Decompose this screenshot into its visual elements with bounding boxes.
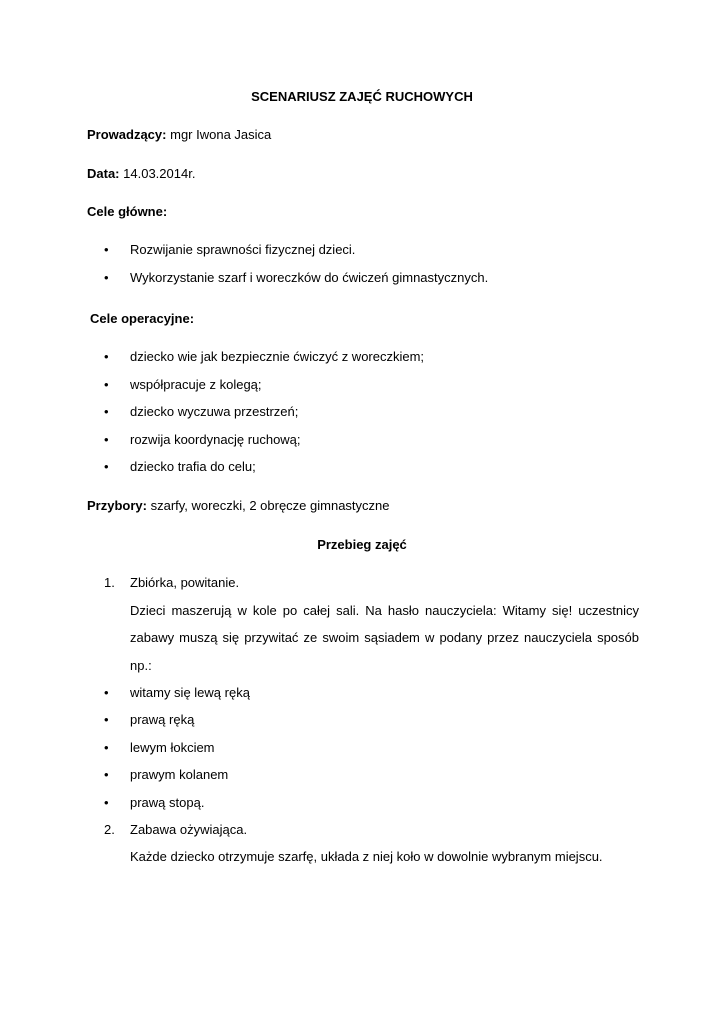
greeting-item: prawym kolanem	[130, 767, 229, 782]
date-label: Data:	[87, 166, 120, 181]
bullet-icon: •	[104, 459, 109, 474]
main-goal-item: Rozwijanie sprawności fizycznej dzieci.	[130, 242, 356, 257]
bullet-icon: •	[104, 242, 109, 257]
equipment-value: szarfy, woreczki, 2 obręcze gimnastyczne	[150, 498, 390, 513]
step-2-number: 2.	[104, 822, 115, 837]
greeting-item: witamy się lewą ręką	[130, 685, 250, 700]
operational-goals-heading: Cele operacyjne:	[90, 311, 195, 326]
equipment-label: Przybory:	[87, 498, 147, 513]
leader-label: Prowadzący:	[87, 127, 167, 142]
document-title: SCENARIUSZ ZAJĘĆ RUCHOWYCH	[251, 89, 473, 104]
leader-value: mgr Iwona Jasica	[170, 127, 272, 142]
operational-goal-item: dziecko wyczuwa przestrzeń;	[130, 404, 299, 419]
bullet-icon: •	[104, 767, 109, 782]
operational-goal-item: rozwija koordynację ruchową;	[130, 432, 301, 447]
main-goal-item: Wykorzystanie szarf i woreczków do ćwiczeń gimnastycznych.	[130, 270, 489, 285]
equipment-line	[87, 498, 390, 514]
greeting-item: prawą stopą.	[130, 795, 205, 810]
main-goals-heading: Cele główne:	[87, 204, 168, 219]
bullet-icon: •	[104, 349, 109, 364]
step-1-number: 1.	[104, 575, 115, 590]
bullet-icon: •	[104, 270, 109, 285]
step-2-description: Każde dziecko otrzymuje szarfę, układa z niej koło w dowolnie wybranym miejscu.	[130, 849, 603, 864]
bullet-icon: •	[104, 685, 109, 700]
step-2-title: Zabawa ożywiająca.	[130, 822, 248, 837]
operational-goal-item: współpracuje z kolegą;	[130, 377, 262, 392]
bullet-icon: •	[104, 377, 109, 392]
greeting-item: lewym łokciem	[130, 740, 215, 755]
greeting-item: prawą ręką	[130, 712, 195, 727]
bullet-icon: •	[104, 712, 109, 727]
step-1-description-line: zabawy muszą się przywitać ze swoim sąsiadem w podany przez nauczyciela sposób	[130, 630, 639, 645]
date-line	[87, 166, 195, 182]
date-value: 14.03.2014r.	[123, 166, 196, 181]
step-1-title: Zbiórka, powitanie.	[130, 575, 240, 590]
step-1-description-line: np.:	[130, 658, 152, 673]
bullet-icon: •	[104, 740, 109, 755]
bullet-icon: •	[104, 795, 109, 810]
operational-goal-item: dziecko wie jak bezpiecznie ćwiczyć z woreczkiem;	[130, 349, 425, 364]
leader-line	[87, 127, 271, 143]
bullet-icon: •	[104, 432, 109, 447]
bullet-icon: •	[104, 404, 109, 419]
operational-goal-item: dziecko trafia do celu;	[130, 459, 256, 474]
course-heading: Przebieg zajęć	[317, 537, 407, 552]
step-1-description-line: Dzieci maszerują w kole po całej sali. Na hasło nauczyciela: Witamy się! uczestnicy	[130, 603, 639, 618]
